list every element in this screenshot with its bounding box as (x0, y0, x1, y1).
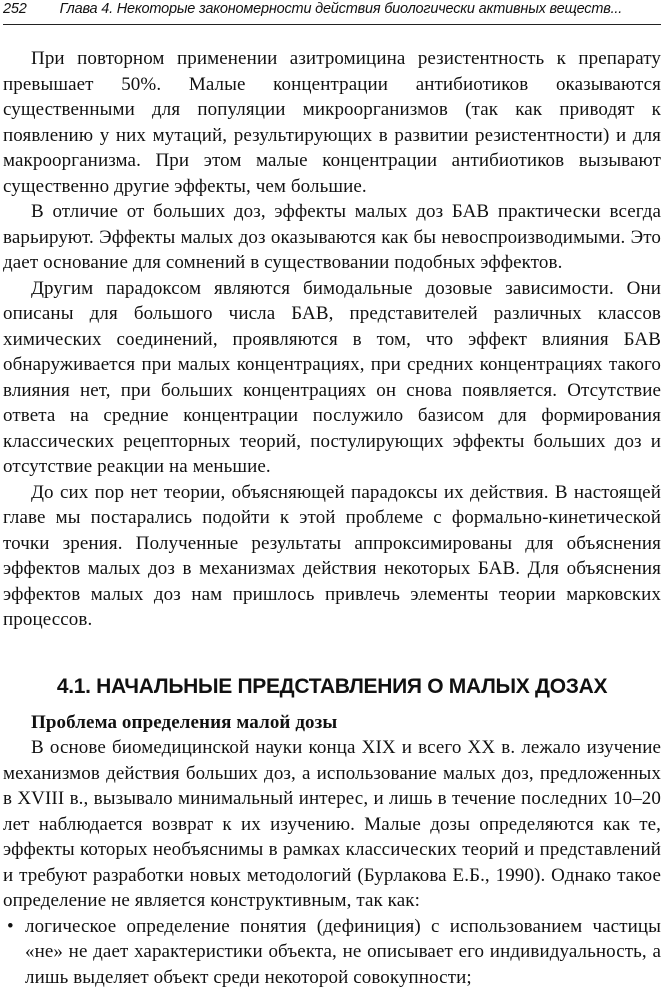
body-paragraph: При повторном применении азитромицина резистентность к препарату превышает 50%. Малые концентрации антибиотиков оказываются существенными для популяции микроорганизмов (так как приводят к появлению у них мутаций, результирующих в развитии резистентности) и для макроорганизма. При этом малые концентрации антибиотиков вызывают существенно другие эффекты, чем большие. (3, 48, 661, 197)
page-number: 252 (3, 1, 27, 17)
running-header (3, 0, 661, 24)
body-paragraph: В отличие от больших доз, эффекты малых доз БАВ практически всегда варьируют. Эффекты малых доз оказываются как бы невоспроизводимыми. Это дает основание для сомнений в существовании подобных эффектов. (3, 201, 661, 273)
body-paragraph: До сих пор нет теории, объясняющей парадоксы их действия. В настоящей главе мы постарались подойти к этой проблеме с формально-кинетической точки зрения. Полученные результаты аппроксимированы для объяснения эффектов малых доз в механизмах действия некоторых БАВ. Для объяснения эффектов малых доз нам пришлось привлечь элементы теории марковских процессов. (3, 481, 661, 630)
header-rule (3, 24, 661, 25)
bullet-list (3, 914, 661, 991)
section-paragraph: В основе биомедицинской науки конца XIX и всего XX в. лежало изучение механизмов действия больших доз, а использование малых доз, предложенных в XVIII в., вызывало минимальный интерес, и лишь в течение последних 10–20 лет наблюдается возврат к их изучению. Малые дозы определяются как те, эффекты которых необъяснимы в рамках классических теорий и представлений и требуют разработки новых методологий (Бурлакова Е.Б., 1990). Однако такое определение не является конструктивным, так как: (3, 737, 661, 911)
body-paragraph: Другим парадоксом являются бимодальные дозовые зависимости. Они описаны для большого числа БАВ, представителей различных классов химических соединений, проявляются в том, что эффект влияния БАВ обнаруживается при малых концентрациях, при средних концентрациях такого влияния нет, при больших концентрациях он снова появляется. Отсутствие ответа на средние концентрации послужило базисом для формирования классических рецепторных теорий, постулирующих эффекты больших доз и отсутствие реакции на меньшие. (3, 277, 661, 477)
page-body (3, 46, 661, 990)
section-heading: 4.1. НАЧАЛЬНЫЕ ПРЕДСТАВЛЕНИЯ О МАЛЫХ ДОЗАХ (56, 674, 608, 698)
bullet-text: логическое определение понятия (дефиниция) с использованием частицы «не» не дает характеристики объекта, не описывает его индивидуальность, а лишь выделяет объект среди некоторой совокупности; (25, 915, 661, 988)
running-title: Глава 4. Некоторые закономерности действия биологически активных веществ... (59, 1, 623, 17)
bullet-icon: • (7, 915, 14, 937)
bullet-item (3, 914, 661, 991)
subsection-heading: Проблема определения малой дозы (31, 711, 338, 733)
